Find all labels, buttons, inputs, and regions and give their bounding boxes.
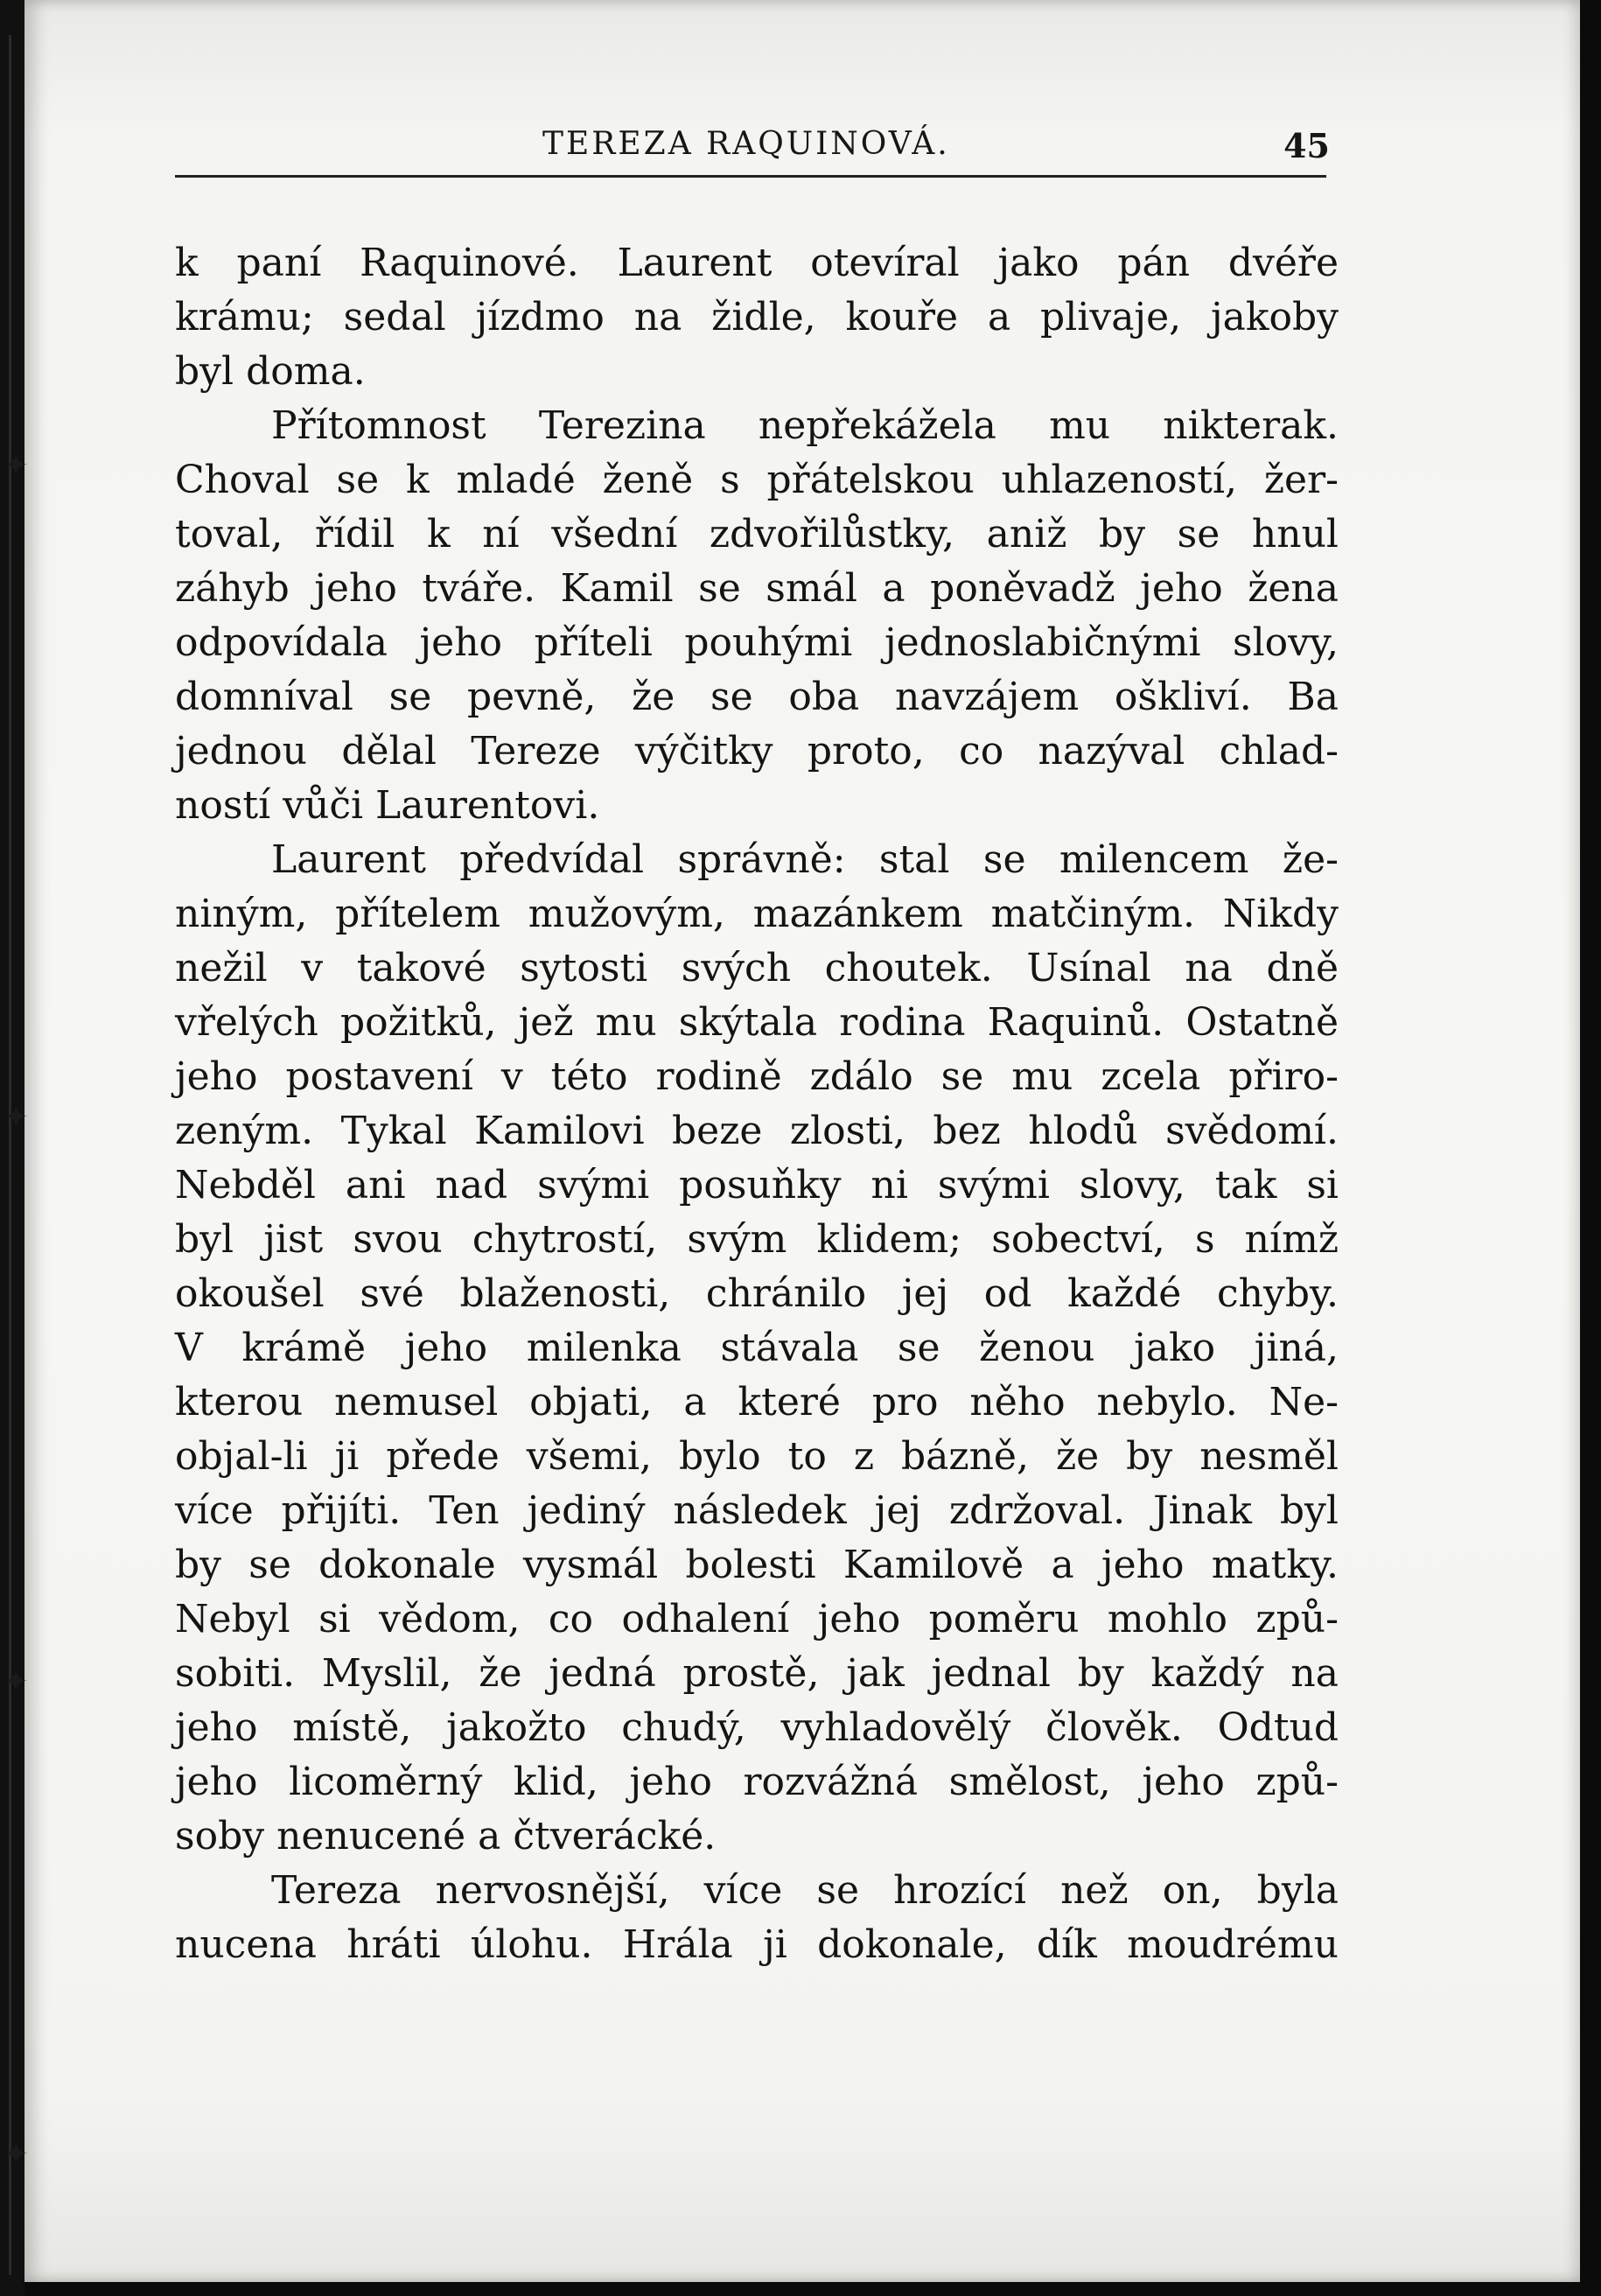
text-line: V krámě jeho milenka stávala se ženou jako jiná, — [175, 1326, 1339, 1370]
text-line: Tereza nervosnější, více se hrozící než on, byla — [271, 1868, 1339, 1913]
page-header — [175, 122, 1330, 175]
text-line: jeho místě, jakožto chudý, vyhladovělý člověk. Odtud — [175, 1705, 1339, 1750]
text-line: ností vůči Laurentovi. — [175, 783, 600, 828]
text-line: Nebděl ani nad svými posuňky ni svými slovy, tak si — [175, 1163, 1339, 1208]
text-line: zeným. Tykal Kamilovi beze zlosti, bez hlodů svědomí. — [175, 1109, 1339, 1153]
text-line: jeho postavení v této rodině zdálo se mu zcela přiro- — [175, 1054, 1339, 1099]
text-line: jeho licoměrný klid, jeho rozvážná smělost, jeho způ- — [175, 1760, 1339, 1804]
text-line: více přijíti. Ten jediný následek jej zdržoval. Jinak byl — [175, 1488, 1339, 1533]
text-line: Laurent předvídal správně: stal se milencem že- — [271, 837, 1339, 882]
text-line: jednou dělal Tereze výčitky proto, co nazýval chlad- — [175, 729, 1339, 774]
text-line: Nebyl si vědom, co odhalení jeho poměru mohlo způ- — [175, 1597, 1339, 1642]
text-line: domníval se pevně, že se oba navzájem oškliví. Ba — [175, 675, 1339, 719]
text-line: soby nenucené a čtverácké. — [175, 1814, 717, 1858]
binding-line — [9, 35, 11, 2275]
binding-mark-icon: ✦ — [3, 448, 29, 483]
body-text — [175, 236, 1339, 1972]
running-title: TEREZA RAQUINOVÁ. — [542, 126, 950, 162]
text-line: okoušel své blaženosti, chránilo jej od každé chyby. — [175, 1271, 1339, 1316]
binding-mark-icon: ✦ — [3, 1100, 29, 1135]
binding-mark-icon: ✦ — [3, 1664, 29, 1699]
text-line: vřelých požitků, jež mu skýtala rodina Raquinů. Ostatně — [175, 1000, 1339, 1045]
text-line: byl doma. — [175, 349, 366, 394]
text-line: k paní Raquinové. Laurent otevíral jako pán dvéře — [175, 241, 1339, 285]
text-line: byl jist svou chytrostí, svým klidem; sobectví, s nímž — [175, 1217, 1339, 1262]
book-binding-edge — [0, 0, 24, 2296]
text-line: nežil v takové sytosti svých choutek. Usínal na dně — [175, 946, 1339, 990]
header-rule — [175, 175, 1326, 178]
text-line: niným, přítelem mužovým, mazánkem matčiným. Nikdy — [175, 892, 1339, 936]
text-line: objal-li ji přede všemi, bylo to z bázně, že by nesměl — [175, 1434, 1339, 1479]
text-line: odpovídala jeho příteli pouhými jednoslabičnými slovy, — [175, 620, 1339, 665]
text-line: Přítomnost Terezina nepřekážela mu nikterak. — [271, 403, 1339, 448]
text-line: krámu; sedal jízdmo na židle, kouře a plivaje, jakoby — [175, 295, 1339, 340]
text-line: nucena hráti úlohu. Hrála ji dokonale, dík moudrému — [175, 1922, 1339, 1967]
text-line: kterou nemusel objati, a které pro něho nebylo. Ne- — [175, 1380, 1339, 1424]
text-line: sobiti. Myslil, že jedná prostě, jak jednal by každý na — [175, 1651, 1339, 1696]
binding-mark-icon: ✦ — [3, 2137, 29, 2172]
text-line: Choval se k mladé ženě s přátelskou uhlazeností, žer- — [175, 458, 1339, 502]
text-line: záhyb jeho tváře. Kamil se smál a poněvadž jeho žena — [175, 566, 1339, 611]
text-line: toval, řídil k ní všední zdvořilůstky, aniž by se hnul — [175, 512, 1339, 556]
page-number: 45 — [1283, 126, 1330, 165]
text-line: by se dokonale vysmál bolesti Kamilově a jeho matky. — [175, 1543, 1339, 1587]
